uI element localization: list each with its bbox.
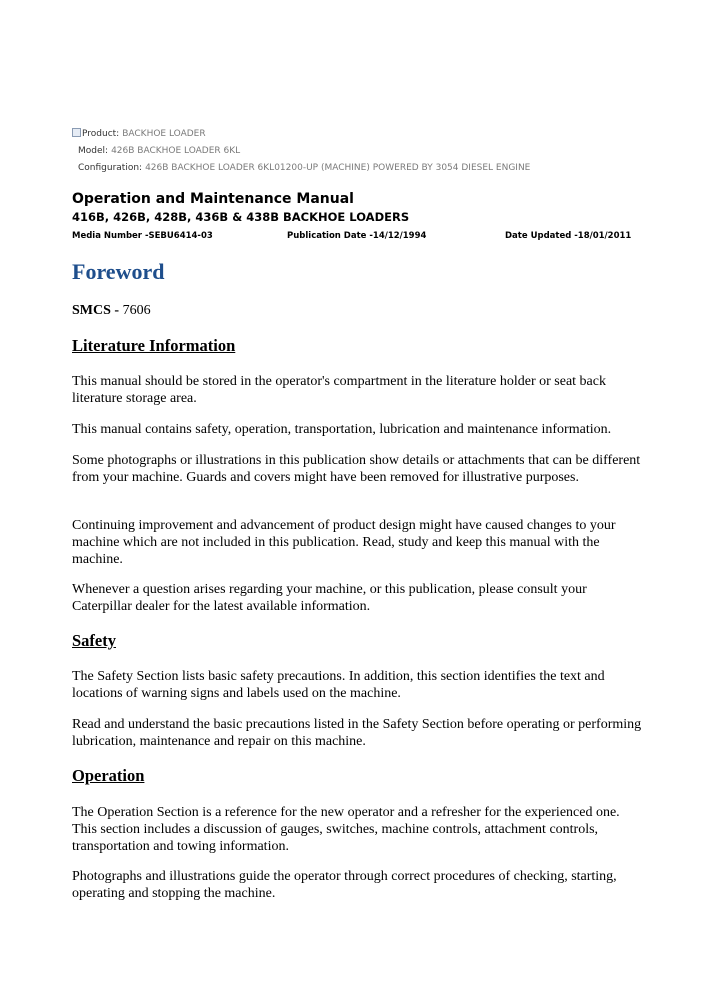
- section-heading-literature-information: Literature Information: [72, 336, 236, 355]
- smcs-code: [72, 303, 151, 319]
- manual-subtitle: 416B, 426B, 428B, 436B & 438B BACKHOE LOADERS: [72, 210, 410, 224]
- page-title: Foreword: [72, 259, 165, 284]
- paragraph: This manual contains safety, operation, transportation, lubrication and maintenance information.: [72, 422, 612, 437]
- configuration-value: 426B BACKHOE LOADER 6KL01200-UP (MACHINE) POWERED BY 3054 DIESEL ENGINE: [145, 163, 531, 173]
- product-value: BACKHOE LOADER: [122, 129, 206, 139]
- model-label: Model:: [78, 146, 109, 156]
- date-updated: Date Updated -18/01/2011: [505, 231, 632, 241]
- paragraph: This manual should be stored in the operator's compartment in the literature holder or seat back literature storage area.: [72, 374, 606, 406]
- paragraph: Photographs and illustrations guide the operator through correct procedures of checking, starting, operating and stopping the machine.: [72, 869, 617, 901]
- product-label: Product:: [82, 129, 120, 139]
- media-number: Media Number -SEBU6414-03: [72, 231, 213, 241]
- model-row: [72, 143, 530, 160]
- product-info: [72, 126, 530, 177]
- paragraph: The Safety Section lists basic safety precautions. In addition, this section identifies the text and locations of warning signs and labels used on the machine.: [72, 669, 605, 701]
- paragraph: The Operation Section is a reference for the new operator and a refresher for the experienced one. This section includes a discussion of gauges, switches, machine controls, attachment controls, transportation and towing information.: [72, 805, 620, 854]
- smcs-value: 7606: [122, 303, 151, 318]
- product-icon: [72, 128, 81, 137]
- section-heading-operation: Operation: [72, 766, 145, 785]
- paragraph: Whenever a question arises regarding your machine, or this publication, please consult your Caterpillar dealer for the latest available information.: [72, 582, 587, 614]
- configuration-row: [72, 160, 530, 177]
- paragraph: Continuing improvement and advancement of product design might have caused changes to your machine which are not included in this publication. Read, study and keep this manual with the machine.: [72, 518, 616, 567]
- model-value: 426B BACKHOE LOADER 6KL: [111, 146, 241, 156]
- configuration-label: Configuration:: [78, 163, 143, 173]
- paragraph: Read and understand the basic precautions listed in the Safety Section before operating or performing lubrication, maintenance and repair on this machine.: [72, 717, 642, 749]
- publication-date: Publication Date -14/12/1994: [287, 231, 427, 241]
- paragraph: Some photographs or illustrations in this publication show details or attachments that can be different from your machine. Guards and covers might have been removed for illustrative purposes.: [72, 453, 641, 485]
- smcs-label: SMCS -: [72, 303, 120, 318]
- product-row: [72, 126, 530, 143]
- manual-title: Operation and Maintenance Manual: [72, 191, 354, 207]
- section-heading-safety: Safety: [72, 631, 116, 650]
